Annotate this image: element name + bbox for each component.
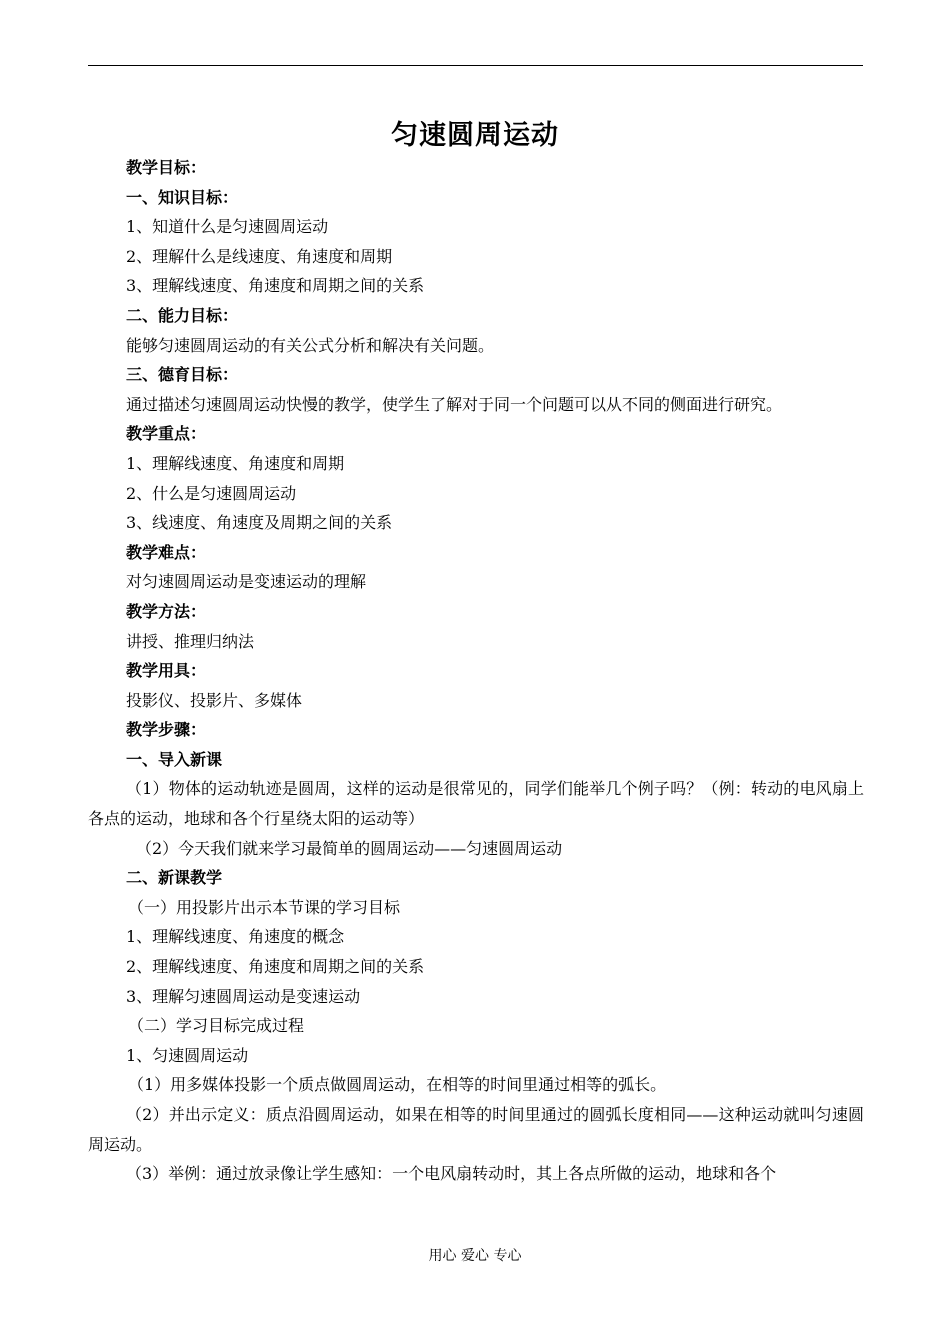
- section-heading: 教学用具：: [126, 661, 207, 681]
- text-line: 2、理解线速度、角速度和周期之间的关系: [126, 957, 425, 977]
- paragraph: 通过描述匀速圆周运动快慢的教学，使学生了解对于同一个问题可以从不同的侧面进行研究。: [126, 394, 783, 414]
- section-heading: 教学难点：: [126, 542, 207, 562]
- text-line: 1、匀速圆周运动: [126, 1045, 249, 1065]
- section-heading: 教学步骤：: [126, 720, 207, 740]
- section-heading: 二、能力目标：: [126, 305, 239, 325]
- text-line: 1、理解线速度、角速度和周期: [126, 453, 345, 473]
- section-heading: 一、知识目标：: [126, 187, 239, 207]
- header-rule: [88, 65, 863, 66]
- text-line: 3、理解线速度、角速度和周期之间的关系: [126, 276, 425, 296]
- text-line: 2、理解什么是线速度、角速度和周期: [126, 246, 393, 266]
- section-heading: 一、导入新课: [126, 749, 223, 769]
- text-line: （2）今天我们就来学习最简单的圆周运动——匀速圆周运动: [136, 838, 563, 858]
- text-line: 投影仪、投影片、多媒体: [126, 690, 303, 710]
- text-line: 对匀速圆周运动是变速运动的理解: [126, 572, 367, 592]
- section-heading: 教学目标：: [126, 158, 207, 177]
- text-line: 能够匀速圆周运动的有关公式分析和解决有关问题。: [126, 335, 495, 355]
- text-line: （二）学习目标完成过程: [128, 1016, 305, 1036]
- section-heading: 教学方法：: [126, 601, 207, 621]
- document-body: [88, 153, 864, 1189]
- text-line: （1）用多媒体投影一个质点做圆周运动，在相等的时间里通过相等的弧长。: [128, 1075, 667, 1095]
- text-line: 3、理解匀速圆周运动是变速运动: [126, 986, 361, 1006]
- section-heading: 二、新课教学: [126, 868, 223, 888]
- text-line: 2、什么是匀速圆周运动: [126, 483, 297, 503]
- section-heading: 教学重点：: [126, 424, 207, 444]
- paragraph: （1）物体的运动轨迹是圆周，这样的运动是很常见的，同学们能举几个例子吗？（例：转动的电风扇上各点的运动，地球和各个行星绕太阳的运动等）: [88, 779, 864, 829]
- section-heading: 三、德育目标：: [126, 365, 239, 385]
- text-line: 讲授、推理归纳法: [126, 631, 255, 651]
- page-footer: 用心 爱心 专心: [428, 1248, 522, 1264]
- text-line: （3）举例：通过放录像让学生感知：一个电风扇转动时，其上各点所做的运动，地球和各个: [126, 1164, 777, 1184]
- page-title: 匀速圆周运动: [391, 120, 559, 151]
- text-line: 1、理解线速度、角速度的概念: [126, 927, 345, 947]
- text-line: （一）用投影片出示本节课的学习目标: [128, 897, 401, 917]
- text-line: 3、线速度、角速度及周期之间的关系: [126, 513, 393, 533]
- text-line: 1、知道什么是匀速圆周运动: [126, 217, 329, 237]
- paragraph: （2）并出示定义：质点沿圆周运动，如果在相等的时间里通过的圆弧长度相同——这种运动就叫匀速圆周运动。: [88, 1105, 864, 1154]
